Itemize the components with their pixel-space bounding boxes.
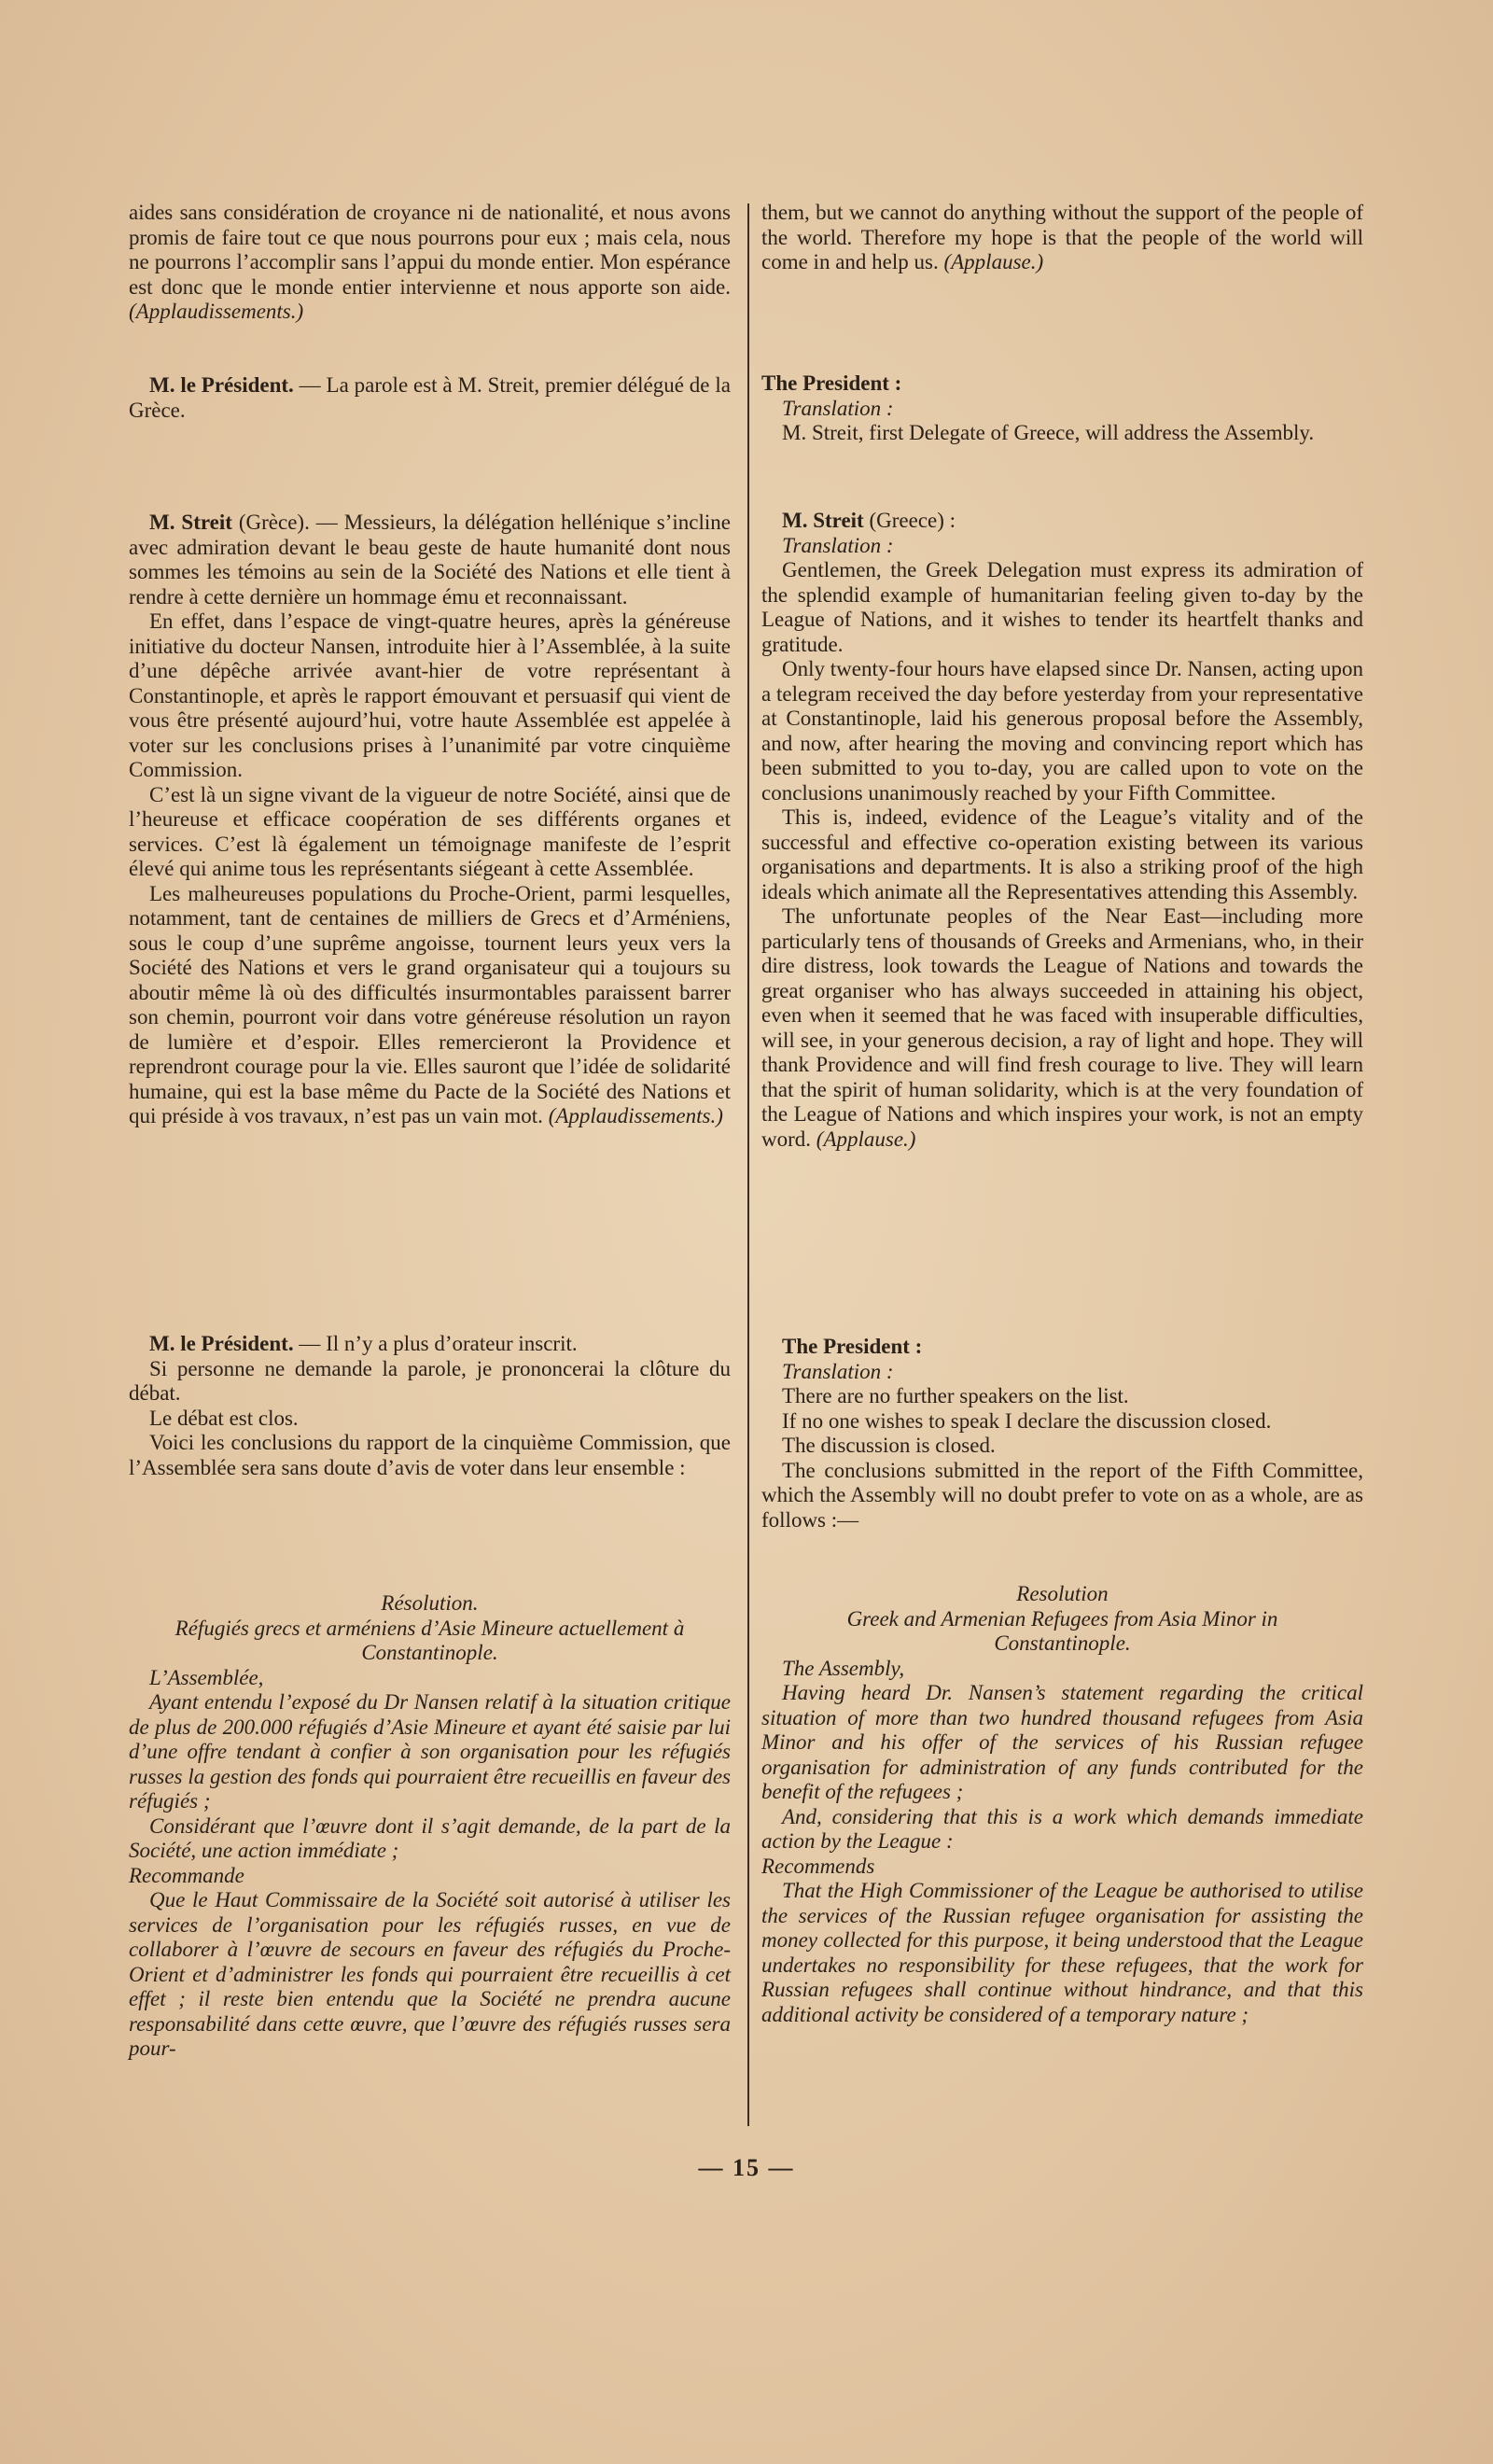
en-president-heading-2: The President :	[782, 1335, 923, 1358]
en-streit-heading: M. Streit (Greece) :	[782, 509, 956, 532]
en-translation-label-1: Translation :	[782, 396, 894, 420]
en-intro-block	[761, 201, 1363, 275]
en-resolution-line-1: The Assembly,	[782, 1656, 905, 1680]
speaker-name: M. Streit	[782, 509, 864, 532]
en-resolution-subtitle: Greek and Armenian Refugees from Asia Minor in Constantinople.	[846, 1606, 1278, 1655]
en-president-block-1	[761, 371, 1363, 446]
fr-president-block-2	[129, 1332, 731, 1480]
speaker-name: M. le Président.	[149, 1332, 294, 1355]
column-divider	[747, 203, 749, 2126]
fr-intro-block	[129, 201, 731, 325]
en-streit-paragraph-2: Only twenty-four hours have elapsed since Dr. Nansen, acting upon a telegram received the day before yesterday from your representative at Constantinople, laid his generous proposal before the Assembly, and now, after hearing the moving and convincing report which has been submitted to you to-day, you are called upon to vote on the conclusions unanimously reached by your Fifth Committee.	[761, 657, 1363, 805]
en-resolution-title: Resolution	[1016, 1582, 1109, 1605]
en-president-line-4: The conclusions submitted in the report of the Fifth Committee, which the Assembly will no doubt prefer to vote on as a whole, are as follows :—	[761, 1458, 1363, 1532]
fr-streit-paragraph-2: En effet, dans l’espace de vingt-quatre heures, après la généreuse initiative du docteur Nansen, introduite hier à l’Assemblée, à la suite d’une dépêche arrivée avant-hier de votre représentant à Constantinople, et après le rapport émouvant et persuasif qui vient de vous être présenté aujourd’hui, votre haute Assemblée est appelée à voter sur les conclusions prises à l’unanimité par votre cinquième Commission.	[129, 609, 731, 781]
fr-streit-block	[129, 511, 731, 1129]
fr-resolution-title: Résolution.	[381, 1591, 479, 1615]
en-streit-paragraph-3: This is, indeed, evidence of the League’s vitality and of the successful and effective co-operation existing between its various organisations and departments. It is also a striking proof of the high ideals which animate all the Representatives attending this Assembly.	[761, 805, 1363, 903]
en-intro-paragraph: them, but we cannot do anything without the support of the people of the world. Therefore my hope is that the people of the world will come in and help us. (Applause.)	[761, 201, 1363, 273]
fr-president-line-3: Le débat est clos.	[149, 1406, 299, 1430]
en-resolution-line-4: Recommends	[761, 1854, 875, 1878]
fr-president-block-1	[129, 373, 731, 423]
en-president-heading-1: The President :	[761, 371, 902, 395]
fr-president-statement-2: M. le Président. — Il n’y a plus d’orateur inscrit.	[149, 1332, 578, 1355]
en-resolution-line-5: That the High Commissioner of the League be authorised to utilise the services of the Russian refugee organisation for assisting the money collected for this purpose, it being understood that the League undertakes no responsibility for these refugees, that the work for Russian refugees shall continue without hindrance, and that this additional activity be considered of a temporary nature ;	[761, 1879, 1363, 2026]
fr-president-line-2: Si personne ne demande la parole, je prononcerai la clôture du débat.	[129, 1356, 731, 1405]
speaker-name: M. Streit	[149, 511, 232, 534]
fr-applause: (Applaudissements.)	[548, 1104, 723, 1127]
fr-president-line-4: Voici les conclusions du rapport de la cinquième Commission, que l’Assemblée sera sans doute d’avis de voter dans leur ensemble :	[129, 1431, 731, 1479]
fr-resolution-line-3: Considérant que l’œuvre dont il s’agit demande, de la part de la Société, une action immédiate ;	[129, 1813, 731, 1862]
en-translation-label-3: Translation :	[782, 1359, 894, 1383]
fr-streit-paragraph-4: Les malheureuses populations du Proche-Orient, parmi lesquelles, notamment, tant de centaines de milliers de Grecs et d’Arméniens, sous le coup d’une suprême angoisse, tournent leurs yeux vers la Société des Nations et vers le grand organisateur qui a toujours su aboutir même là où des difficultés insurmontables paraissent barrer son chemin, pourront voir dans votre généreuse résolution un rayon de lumière et d’espoir. Elles remercieront la Providence et reprendront courage pour la vie. Elles sauront que l’idée de solidarité humaine, qui est la base même du Pacte de la Société des Nations et qui préside à vos travaux, n’est pas un vain mot. (Applaudissements.)	[129, 881, 731, 1127]
page-number: — 15 —	[698, 2154, 795, 2181]
fr-resolution-line-4: Recommande	[129, 1863, 244, 1887]
fr-president-statement-1: M. le Président. — La parole est à M. Streit, premier délégué de la Grèce.	[129, 373, 731, 422]
en-president-statement-1: M. Streit, first Delegate of Greece, will address the Assembly.	[782, 421, 1315, 444]
en-resolution-line-2: Having heard Dr. Nansen’s statement regarding the critical situation of more than two hundred thousand refugees from Asia Minor and his offer of the services of his Russian refugee organisation for administration of any funds contributed for the benefit of the refugees ;	[761, 1681, 1363, 1803]
en-president-block-2	[761, 1335, 1363, 1533]
fr-resolution-subtitle: Réfugiés grecs et arméniens d’Asie Mineure actuellement à Constantinople.	[174, 1616, 685, 1664]
en-applause: (Applause.)	[816, 1127, 916, 1151]
fr-resolution-line-5: Que le Haut Commissaire de la Société soit autorisé à utiliser les services de l’organisation pour les réfugiés russes, en vue de collaborer à l’œuvre de secours en faveur des réfugiés du Proche-Orient et d’administrer les fonds qui pourraient être recueillis à cet effet ; il reste bien entendu que la Société ne prendra aucune responsabilité dans cette œuvre, que l’œuvre des réfugiés russes sera pour-	[129, 1888, 731, 2060]
fr-resolution-line-1: L’Assemblée,	[149, 1665, 264, 1689]
en-streit-paragraph-4: The unfortunate peoples of the Near East—including more particularly tens of thousands of Greeks and Armenians, who, in their dire distress, look towards the League of Nations and towards the great organiser who has always succeeded in attaining his object, even when it seemed that he was faced with insuperable difficulties, will see, in your generous decision, a ray of light and hope. They will thank Providence and will find fresh courage to live. They will learn that the spirit of human solidarity, which is at the very foundation of the League of Nations and which inspires your work, is not an empty word. (Applause.)	[761, 904, 1363, 1151]
en-applause: (Applause.)	[943, 250, 1044, 273]
fr-intro-paragraph: aides sans considération de croyance ni de nationalité, et nous avons promis de faire tout ce que nous pourrons pour eux ; mais cela, nous ne pourrons l’accomplir sans l’appui du monde entier. Mon espérance est donc que le monde entier intervienne et nous apporte son aide. (Applaudissements.)	[129, 201, 731, 323]
speaker-name: M. le Président.	[149, 373, 294, 397]
en-president-line-3: The discussion is closed.	[782, 1434, 996, 1457]
en-president-line-1: There are no further speakers on the list.	[782, 1384, 1129, 1407]
en-resolution-block	[761, 1582, 1363, 2027]
en-translation-label-2: Translation :	[782, 533, 894, 557]
en-streit-paragraph-1: Gentlemen, the Greek Delegation must express its admiration of the splendid example of humanitarian feeling given to-day by the League of Nations, and it wishes to tender its heartfelt thanks and gratitude.	[761, 558, 1363, 656]
fr-resolution-block	[129, 1591, 731, 2062]
en-resolution-line-3: And, considering that this is a work which demands immediate action by the League :	[761, 1804, 1363, 1853]
en-president-line-2: If no one wishes to speak I declare the discussion closed.	[782, 1408, 1272, 1433]
en-streit-block	[761, 509, 1363, 1152]
fr-streit-intro: M. Streit (Grèce). — Messieurs, la délégation hellénique s’incline avec admiration devant le beau geste de haute humanité dont nous sommes les témoins au sein de la Société des Nations et elle tient à rendre à cette dernière un hommage ému et reconnaissant.	[129, 511, 731, 609]
fr-applause: (Applaudissements.)	[129, 300, 304, 323]
fr-resolution-line-2: Ayant entendu l’exposé du Dr Nansen relatif à la situation critique de plus de 200.000 réfugiés d’Asie Mineure et ayant été saisie par lui d’une offre tendant à confier à son organisation pour les réfugiés russes la gestion des fonds qui pourraient être recueillis en faveur des réfugiés ;	[129, 1690, 731, 1813]
fr-streit-paragraph-3: C’est là un signe vivant de la vigueur de notre Société, ainsi que de l’heureuse et efficace coopération de ses différents organes et services. C’est là également un témoignage manifeste de l’esprit élevé qui anime tous les représentants siégeant à cette Assemblée.	[129, 782, 731, 880]
